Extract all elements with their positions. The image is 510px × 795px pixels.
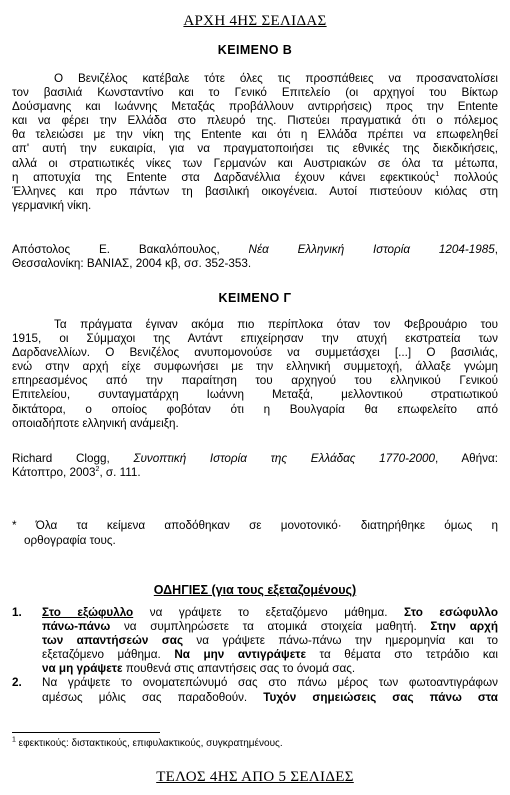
text-line: τον βασιλιά Κωνσταντίνο και το Γενικό Επιτελείο (οι αρχηγοί του Βίκτωρ (12, 86, 498, 100)
emphasis: Τυχόν σημειώσεις σας πάνω στα (263, 690, 498, 704)
citation-title: Συνοπτική Ιστορία της Ελλάδας 1770-2000 (133, 452, 436, 465)
emphasis: Στην αρχή (430, 620, 498, 634)
instruction-line (42, 620, 498, 634)
text-line: απ' αυτή την ευκαιρία, για να πραγματοποιήσει τις εθνικές της διεκδικήσεις, (12, 142, 498, 156)
citation-line (12, 466, 498, 480)
citation-publisher: Θεσσαλονίκη: ΒΑΝΙΑΣ, 2004 κβ, σσ. 352-353. (12, 257, 252, 271)
instruction-line (42, 606, 498, 620)
text-line: και να φέρει την Ελλάδα στο πλευρό της. Πιστεύει πραγματικά ότι ο πόλεμος (12, 114, 498, 128)
text-line: Έλληνες και προ πάντων τη βασιλική οικογένεια. Αυτοί πιστεύουν κιόλας στη (12, 184, 498, 198)
edition-marker: 2 (95, 466, 100, 474)
text-b-body (12, 72, 498, 213)
citation-title: Νέα Ελληνική Ιστορία 1204-1985 (248, 243, 495, 256)
text-c-citation (12, 452, 498, 480)
citation-line (12, 452, 498, 466)
citation-page: , σ. 111. (99, 466, 141, 480)
text-line: ενώ στην αρχή είχε συμφωνήσει με την ελληνική συμμετοχή, άλλαξε γνώμη (12, 360, 498, 374)
instructions-list (12, 606, 498, 705)
note-line: * Όλα τα κείμενα αποδόθηκαν σε μονοτονικό· διατηρήθηκε όμως η (12, 519, 498, 532)
text-fragment: να συμπληρώσετε τα ατομικά στοιχεία μαθητή. (110, 620, 431, 634)
text-fragment: να γράψετε το εξεταζόμενο μάθημα. (133, 606, 405, 619)
text-fragment: πουθενά στις απαντήσεις σας το όνομά σας. (122, 662, 356, 676)
emphasis: πάνω-πάνω (42, 620, 111, 634)
instruction-line (42, 662, 498, 676)
text-fragment: αμέσως μόλις σας παραδοθούν. (42, 690, 264, 704)
text-line: Τα πράγματα έγιναν ακόμα πιο περίπλοκα όταν τον Φεβρουάριο του (54, 318, 498, 331)
footnote-text: εφεκτικούς: διστακτικούς, επιφυλακτικούς, συγκρατημένους. (15, 738, 283, 749)
citation-author: Απόστολος Ε. Βακαλόπουλος, (12, 243, 220, 256)
text-line (12, 171, 498, 185)
citation-line: Απόστολος Ε. Βακαλόπουλος, Νέα Ελληνική Ιστορία 1204-1985, (12, 243, 498, 256)
footnote-divider (12, 732, 160, 733)
text-c-body (12, 318, 498, 431)
text-line: 1915, οι Σύμμαχοι της Αντάντ επιχείρησαν την ατυχή εκστρατεία των (12, 332, 498, 346)
citation-publisher: Κάτοπτρο, 2003 (12, 466, 96, 480)
instructions-heading: ΟΔΗΓΙΕΣ (για τους εξεταζομένους) (153, 583, 357, 597)
instruction-line: Να γράψετε το ονοματεπώνυμό σας στο πάνω μέρος των φωτοαντιγράφων (42, 676, 498, 690)
text-fragment: η αποτυχία της Entente στα Δαρδανέλλια έχουν κάνει εφεκτικούς (12, 170, 436, 184)
citation-city: , Αθήνα: (435, 452, 498, 465)
text-line: γερμανική νίκη. (12, 198, 92, 212)
footnote-marker: 1 (435, 170, 440, 178)
text-line: Δούσμανης και Ιωάννης Μεταξάς προβάλλουν αντιρρήσεις) προς την Entente (12, 100, 498, 114)
instruction-number: 1. (12, 606, 22, 619)
text-line: θα τελειώσει με την νίκη της Entente και ότι η Ελλάδα πρέπει να επωφεληθεί (12, 128, 498, 142)
text-line: οποιαδήποτε ελληνική ανάμειξη. (12, 416, 179, 430)
page-footer: ΤΕΛΟΣ 4ΗΣ ΑΠΟ 5 ΣΕΛΙΔΕΣ (156, 769, 354, 785)
citation-author: Richard Clogg, (12, 452, 110, 465)
text-fragment: πολλούς (439, 170, 498, 184)
text-b-citation (12, 243, 498, 271)
page-header: ΑΡΧΗ 4ΗΣ ΣΕΛΙΔΑΣ (183, 13, 327, 29)
text-line: Ο Βενιζέλος κατέβαλε τότε όλες τις προσπάθειες να προσανατολίσει (54, 72, 498, 85)
emphasis: Στο εσώφυλλο (404, 606, 498, 619)
text-line: δικτάτορα, ο οποίος φοβόταν ότι η Βουλγαρία θα επωφελείτο από (12, 402, 498, 416)
footnote-number: 1 (12, 736, 16, 744)
note-line: ορθογραφία τους. (24, 534, 116, 547)
emphasis: Στο εξώφυλλο (42, 606, 134, 619)
text-b-heading: ΚΕΙΜΕΝΟ Β (217, 43, 293, 57)
text-line: Δαρδανελλίων. Ο Βενιζέλος ανυπομονούσε να συμμετάσχει [...] Ο βασιλιάς, (12, 346, 498, 360)
orthography-note (12, 518, 498, 548)
text-fragment: εξεταζόμενο μάθημα. (42, 648, 175, 662)
emphasis: Να μην αντιγράψετε (174, 648, 306, 662)
instruction-line (42, 634, 498, 648)
instruction-line (42, 648, 498, 662)
text-c-heading: ΚΕΙΜΕΝΟ Γ (218, 291, 292, 305)
text-fragment: τα θέματα στο τετράδιο και (306, 648, 498, 662)
emphasis: να μη γράψετε (42, 662, 123, 676)
emphasis: των απαντήσεών σας (42, 634, 184, 648)
footnote (12, 738, 283, 749)
instruction-line (42, 691, 498, 705)
text-line: αλλά οι στρατιωτικές νίκες των Γερμανών και Αυστριακών σε όλα τα μέτωπα, (12, 156, 498, 170)
instruction-item (12, 606, 498, 676)
text-line: επηρεασμένος από την παραίτηση του αρχηγού του ελληνικού Γενικού (12, 374, 498, 388)
instruction-number: 2. (12, 676, 22, 690)
text-fragment: να γράψετε πάνω-πάνω την ημερομηνία και το (183, 634, 498, 648)
instruction-item (12, 676, 498, 704)
text-line: Επιτελείου, συνταγματάρχη Ιωάννη Μεταξά, μελλοντικού στρατιωτικού (12, 388, 498, 402)
